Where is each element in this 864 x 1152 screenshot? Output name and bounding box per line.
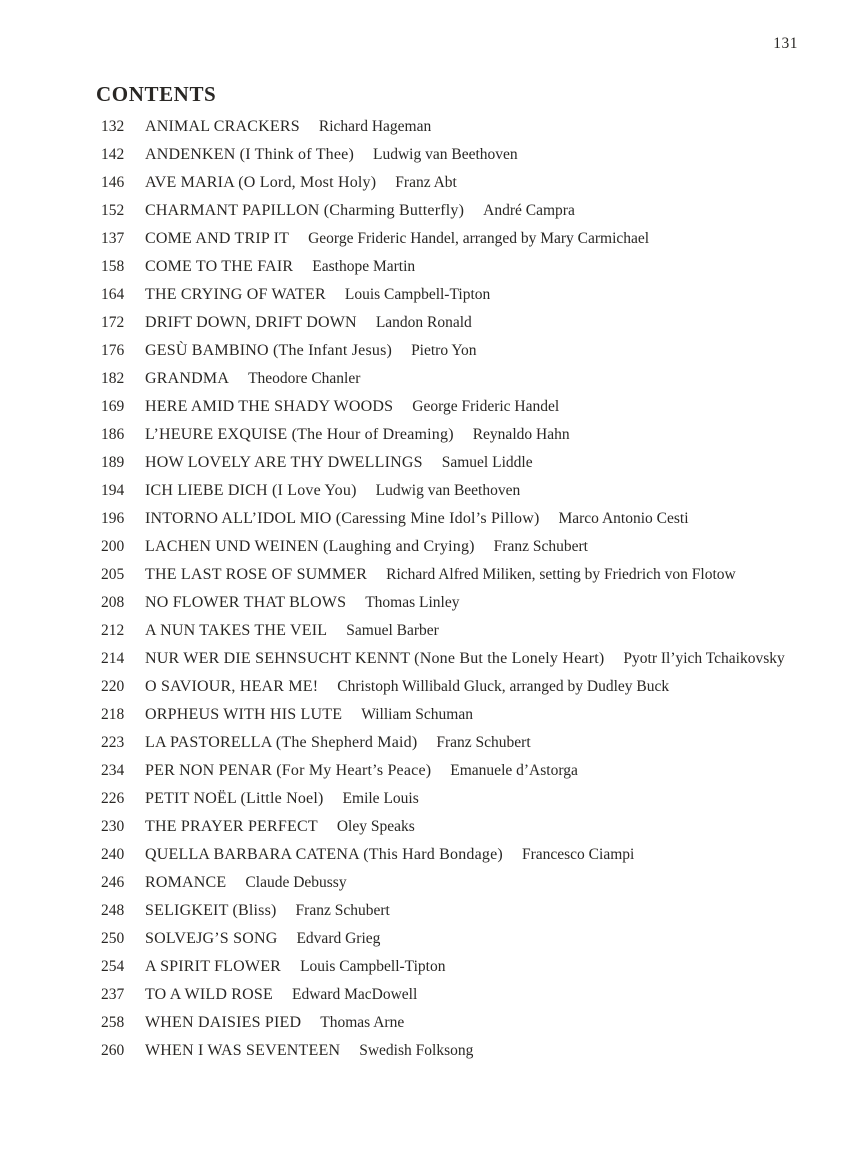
toc-entry-row bbox=[101, 225, 834, 253]
toc-entry-row bbox=[101, 393, 834, 421]
entry-title: ORPHEUS WITH HIS LUTE bbox=[145, 706, 343, 723]
toc-entry-row bbox=[101, 533, 834, 561]
entry-composer: Marco Antonio Cesti bbox=[558, 510, 689, 527]
entry-title: HERE AMID THE SHADY WOODS bbox=[145, 398, 394, 415]
entry-title: SOLVEJG’S SONG bbox=[145, 930, 278, 947]
toc-entry-row bbox=[101, 337, 834, 365]
entry-title: COME TO THE FAIR bbox=[145, 258, 294, 275]
entry-composer: Louis Campbell-Tipton bbox=[300, 958, 446, 975]
toc-entry-row bbox=[101, 169, 834, 197]
toc-entry-row bbox=[101, 953, 834, 981]
toc-entry-row bbox=[101, 113, 834, 141]
entry-title: ANIMAL CRACKERS bbox=[145, 118, 300, 135]
entry-page-number: 152 bbox=[101, 202, 125, 219]
entry-page-number: 258 bbox=[101, 1014, 125, 1031]
entry-composer: Pyotr Il’yich Tchaikovsky bbox=[623, 650, 785, 667]
entry-title: CHARMANT PAPILLON (Charming Butterfly) bbox=[145, 202, 465, 219]
toc-entry-row bbox=[101, 449, 834, 477]
entry-composer: André Campra bbox=[483, 202, 575, 219]
entry-composer: Franz Schubert bbox=[295, 902, 390, 919]
entry-title: GESÙ BAMBINO (The Infant Jesus) bbox=[145, 342, 393, 359]
entry-page-number: 237 bbox=[101, 986, 125, 1003]
entry-composer: Landon Ronald bbox=[375, 314, 472, 331]
entry-composer: Franz Abt bbox=[395, 174, 457, 191]
toc-entry-row bbox=[101, 757, 834, 785]
entry-composer: Richard Hageman bbox=[318, 118, 432, 135]
entry-composer: Thomas Arne bbox=[320, 1014, 405, 1031]
entry-title: LACHEN UND WEINEN (Laughing and Crying) bbox=[145, 538, 475, 555]
page-folio-number: 131 bbox=[773, 35, 798, 52]
toc-entry-row bbox=[101, 1009, 834, 1037]
entry-page-number: 205 bbox=[101, 566, 125, 583]
toc-entry-row bbox=[101, 981, 834, 1009]
entry-composer: Edward MacDowell bbox=[292, 986, 418, 1003]
entry-composer: Ludwig van Beethoven bbox=[373, 146, 518, 163]
entry-page-number: 208 bbox=[101, 594, 125, 611]
entry-page-number: 234 bbox=[101, 762, 125, 779]
toc-entry-row bbox=[101, 841, 834, 869]
entry-composer: Louis Campbell-Tipton bbox=[344, 286, 491, 303]
entry-page-number: 212 bbox=[101, 622, 125, 639]
entry-page-number: 194 bbox=[101, 482, 125, 499]
entry-composer: Samuel Barber bbox=[346, 622, 439, 639]
entry-title: WHEN DAISIES PIED bbox=[145, 1014, 302, 1031]
entry-page-number: 223 bbox=[101, 734, 125, 751]
toc-entry-row bbox=[101, 869, 834, 897]
toc-entry-row bbox=[101, 813, 834, 841]
toc-entry-row bbox=[101, 561, 834, 589]
entry-page-number: 254 bbox=[101, 958, 125, 975]
entry-composer: Swedish Folksong bbox=[359, 1042, 474, 1059]
toc-entry-row bbox=[101, 925, 834, 953]
entry-title: L’HEURE EXQUISE (The Hour of Dreaming) bbox=[145, 426, 454, 443]
entry-title: TO A WILD ROSE bbox=[145, 986, 273, 1003]
toc-entry-row bbox=[101, 673, 834, 701]
entry-page-number: 158 bbox=[101, 258, 125, 275]
entry-page-number: 189 bbox=[101, 454, 125, 471]
entry-composer: Richard Alfred Miliken, setting by Friedrich von Flotow bbox=[386, 566, 736, 583]
entry-composer: Thomas Linley bbox=[365, 594, 460, 611]
entry-title: GRANDMA bbox=[145, 370, 230, 387]
entry-title: PETIT NOËL (Little Noel) bbox=[145, 790, 324, 807]
entry-title: QUELLA BARBARA CATENA (This Hard Bondage) bbox=[145, 846, 503, 863]
entry-page-number: 164 bbox=[101, 286, 125, 303]
entry-title: ROMANCE bbox=[145, 874, 227, 891]
entry-page-number: 200 bbox=[101, 538, 125, 555]
entry-title: SELIGKEIT (Bliss) bbox=[145, 902, 277, 919]
entry-title: THE CRYING OF WATER bbox=[145, 286, 326, 303]
toc-entry-row bbox=[101, 281, 834, 309]
contents-heading: CONTENTS bbox=[96, 82, 217, 106]
entry-composer: George Frideric Handel, arranged by Mary Carmichael bbox=[308, 230, 650, 247]
entry-title: DRIFT DOWN, DRIFT DOWN bbox=[145, 314, 357, 331]
entry-page-number: 220 bbox=[101, 678, 125, 695]
entry-composer: Edvard Grieg bbox=[296, 930, 381, 947]
entry-page-number: 132 bbox=[101, 118, 125, 135]
entry-title: O SAVIOUR, HEAR ME! bbox=[145, 678, 319, 695]
entry-title: HOW LOVELY ARE THY DWELLINGS bbox=[145, 454, 423, 471]
entry-title: NO FLOWER THAT BLOWS bbox=[145, 594, 347, 611]
entry-page-number: 182 bbox=[101, 370, 125, 387]
entry-title: THE PRAYER PERFECT bbox=[145, 818, 318, 835]
entry-page-number: 218 bbox=[101, 706, 125, 723]
entry-page-number: 250 bbox=[101, 930, 125, 947]
entry-page-number: 146 bbox=[101, 174, 125, 191]
entry-composer: Ludwig van Beethoven bbox=[375, 482, 521, 499]
entry-composer: Samuel Liddle bbox=[441, 454, 533, 471]
entry-title: NUR WER DIE SEHNSUCHT KENNT (None But the Lonely Heart) bbox=[145, 650, 605, 667]
entry-title: LA PASTORELLA (The Shepherd Maid) bbox=[145, 734, 418, 751]
toc-entry-row bbox=[101, 701, 834, 729]
entry-title: PER NON PENAR (For My Heart’s Peace) bbox=[145, 762, 432, 779]
toc-entry-row bbox=[101, 589, 834, 617]
entry-title: ANDENKEN (I Think of Thee) bbox=[145, 146, 355, 163]
entry-page-number: 260 bbox=[101, 1042, 125, 1059]
entry-title: AVE MARIA (O Lord, Most Holy) bbox=[145, 174, 377, 191]
entry-composer: Emanuele d’Astorga bbox=[450, 762, 578, 779]
toc-entry-row bbox=[101, 617, 834, 645]
entry-composer: Franz Schubert bbox=[436, 734, 531, 751]
entry-page-number: 226 bbox=[101, 790, 125, 807]
entry-page-number: 137 bbox=[101, 230, 125, 247]
toc-entry-row bbox=[101, 365, 834, 393]
entry-page-number: 196 bbox=[101, 510, 125, 527]
entry-composer: Claude Debussy bbox=[245, 874, 347, 891]
entry-page-number: 186 bbox=[101, 426, 125, 443]
entry-composer: Reynaldo Hahn bbox=[472, 426, 570, 443]
toc-entry-row bbox=[101, 729, 834, 757]
toc-entry-row bbox=[101, 505, 834, 533]
toc-entry-row bbox=[101, 253, 834, 281]
toc-entry-row bbox=[101, 897, 834, 925]
entry-page-number: 230 bbox=[101, 818, 125, 835]
entry-page-number: 240 bbox=[101, 846, 125, 863]
toc-entry-row bbox=[101, 1037, 834, 1065]
entry-page-number: 246 bbox=[101, 874, 125, 891]
entry-composer: Franz Schubert bbox=[493, 538, 588, 555]
entry-composer: Easthope Martin bbox=[312, 258, 416, 275]
entry-composer: William Schuman bbox=[361, 706, 473, 723]
toc-entry-row bbox=[101, 309, 834, 337]
toc-entry-row bbox=[101, 421, 834, 449]
toc-entry-row bbox=[101, 785, 834, 813]
entry-composer: Oley Speaks bbox=[336, 818, 415, 835]
entry-title: THE LAST ROSE OF SUMMER bbox=[145, 566, 368, 583]
toc-entry-row bbox=[101, 477, 834, 505]
contents-list bbox=[101, 113, 834, 1065]
entry-title: A NUN TAKES THE VEIL bbox=[145, 622, 328, 639]
entry-composer: Theodore Chanler bbox=[248, 370, 361, 387]
entry-title: A SPIRIT FLOWER bbox=[145, 958, 282, 975]
entry-composer: Christoph Willibald Gluck, arranged by Dudley Buck bbox=[337, 678, 670, 695]
entry-page-number: 176 bbox=[101, 342, 125, 359]
entry-title: WHEN I WAS SEVENTEEN bbox=[145, 1042, 341, 1059]
entry-page-number: 214 bbox=[101, 650, 125, 667]
entry-composer: George Frideric Handel bbox=[412, 398, 560, 415]
entry-page-number: 172 bbox=[101, 314, 125, 331]
toc-entry-row bbox=[101, 645, 834, 673]
entry-title: COME AND TRIP IT bbox=[145, 230, 290, 247]
toc-entry-row bbox=[101, 197, 834, 225]
entry-page-number: 142 bbox=[101, 146, 125, 163]
entry-composer: Francesco Ciampi bbox=[521, 846, 635, 863]
entry-composer: Emile Louis bbox=[342, 790, 419, 807]
entry-title: INTORNO ALL’IDOL MIO (Caressing Mine Idol’s Pillow) bbox=[145, 510, 540, 527]
entry-composer: Pietro Yon bbox=[411, 342, 477, 359]
entry-page-number: 169 bbox=[101, 398, 125, 415]
toc-entry-row bbox=[101, 141, 834, 169]
entry-title: ICH LIEBE DICH (I Love You) bbox=[145, 482, 357, 499]
entry-page-number: 248 bbox=[101, 902, 125, 919]
